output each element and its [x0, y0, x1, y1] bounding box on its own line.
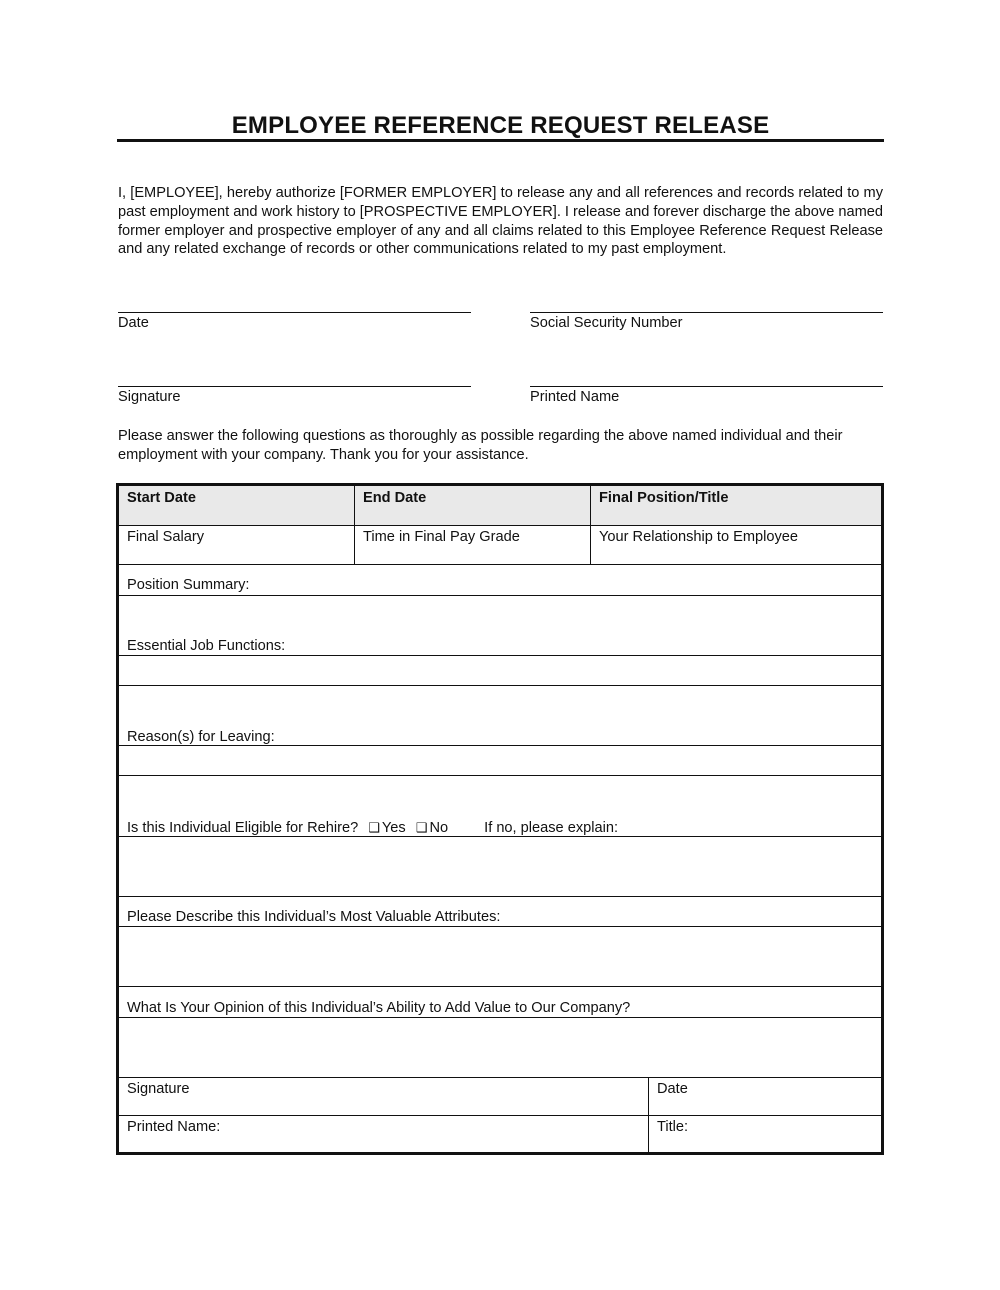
rehire-no-label: No — [429, 820, 449, 836]
printed-name-field[interactable] — [530, 386, 883, 405]
time-in-grade-cell[interactable]: Time in Final Pay Grade — [363, 529, 520, 545]
ssn-field[interactable] — [530, 312, 883, 331]
rehire-yes-option[interactable] — [368, 820, 405, 836]
checkbox-icon[interactable]: ❑ — [415, 821, 428, 836]
essential-functions-label: Essential Job Functions: — [127, 638, 286, 654]
relationship-cell[interactable]: Your Relationship to Employee — [599, 529, 799, 545]
page-title: EMPLOYEE REFERENCE REQUEST RELEASE — [231, 112, 770, 140]
ssn-label: Social Security Number — [530, 315, 683, 331]
rehire-no-option[interactable] — [416, 820, 448, 836]
reference-date-cell[interactable]: Date — [657, 1081, 688, 1097]
authorization-paragraph: I, [EMPLOYEE], hereby authorize [FORMER EMPLOYER] to release any and all references and records related to my past employment and work history to [PROSPECTIVE EMPLOYER]. I release and forever discharge the above named former employer and prospective employer of any and all claims related to this Employee Reference Request Release and any related exchange of records or other communications related to my past employment. — [118, 185, 883, 258]
final-salary-cell[interactable]: Final Salary — [127, 529, 205, 545]
reference-title-cell[interactable]: Title: — [657, 1119, 689, 1135]
rehire-yes-label: Yes — [381, 820, 406, 836]
checkbox-icon[interactable]: ❑ — [368, 821, 380, 836]
row-divider — [119, 896, 881, 897]
opinion-answer[interactable] — [119, 1018, 881, 1077]
column-divider — [354, 486, 355, 564]
attributes-label: Please Describe this Individual’s Most Valuable Attributes: — [127, 909, 501, 925]
position-summary-label: Position Summary: — [127, 577, 250, 593]
printed-name-label: Printed Name — [530, 389, 620, 405]
row-divider — [119, 564, 881, 565]
attributes-answer[interactable] — [119, 927, 881, 986]
row-divider — [119, 986, 881, 987]
rehire-explanation-answer[interactable] — [119, 837, 881, 896]
column-divider — [590, 486, 591, 564]
start-date-header: Start Date — [127, 490, 196, 506]
reference-signature-cell[interactable]: Signature — [127, 1081, 190, 1097]
reference-form — [116, 483, 884, 1155]
reasons-leaving-label: Reason(s) for Leaving: — [127, 729, 275, 745]
reference-printed-name-cell[interactable]: Printed Name: — [127, 1119, 221, 1135]
signature-label: Signature — [118, 389, 181, 405]
instructions-paragraph: Please answer the following questions as thoroughly as possible regarding the above named individual and their employment with your company. Thank you for your assistance. — [118, 428, 843, 463]
rehire-explain-label: If no, please explain: — [484, 820, 619, 836]
date-field[interactable] — [118, 312, 471, 331]
rehire-row — [127, 820, 618, 836]
end-date-header: End Date — [363, 490, 427, 506]
rehire-question: Is this Individual Eligible for Rehire? — [127, 820, 359, 836]
title-divider — [117, 139, 884, 142]
signature-field[interactable] — [118, 386, 471, 405]
final-position-header: Final Position/Title — [599, 490, 729, 506]
date-label: Date — [118, 315, 149, 331]
opinion-label: What Is Your Opinion of this Individual’s Ability to Add Value to Our Company? — [127, 1000, 631, 1016]
